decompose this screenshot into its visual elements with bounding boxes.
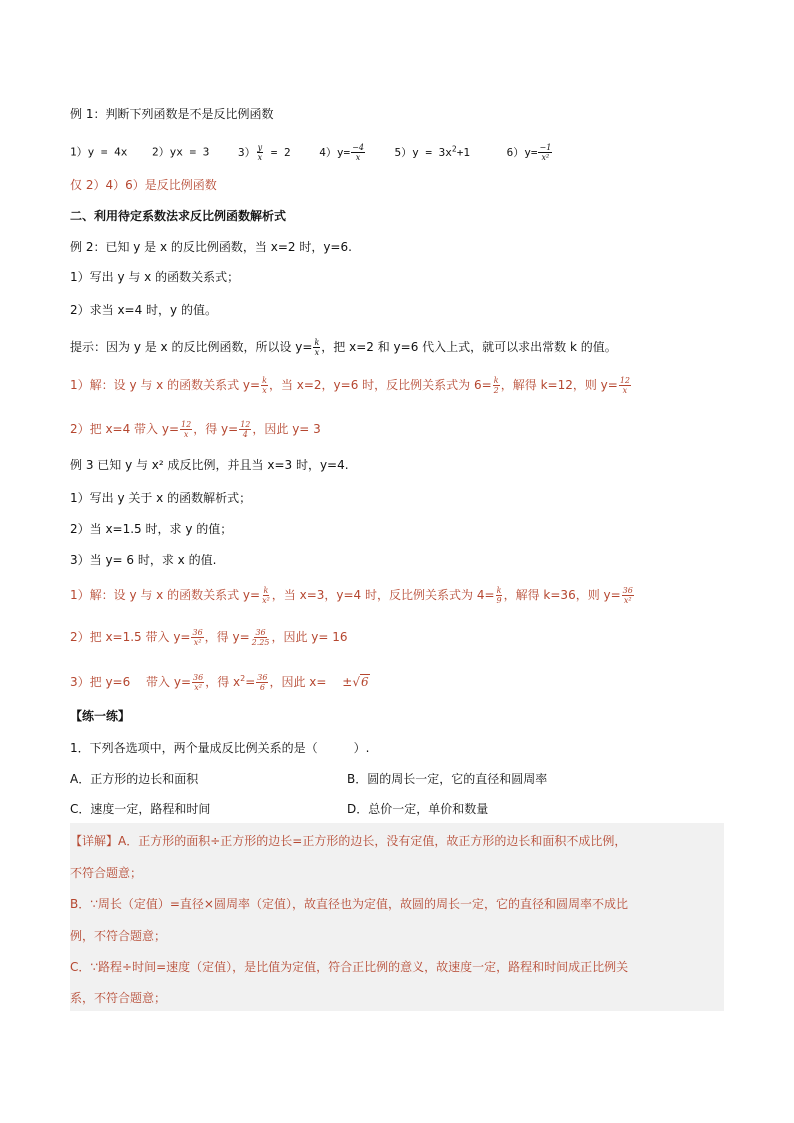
example2-solution-2: 2）把 x=4 带入 y= $\frac{12}{x}$ ，得 y= $\frac{12}{4}$ ，因此 y= 3	[70, 420, 321, 439]
fraction: $\frac{12}{4}$	[240, 420, 251, 439]
example1-items	[70, 140, 553, 162]
example3-question-2: 2）当 x=1.5 时，求 y 的值；	[70, 522, 233, 536]
fraction: $\frac{k}{2}$	[493, 376, 499, 395]
item-1: 1）y = 4x	[70, 145, 128, 159]
fraction: $\frac{k}{\text{x²}}$	[262, 586, 270, 605]
fraction: $\frac{y}{x}$	[257, 143, 263, 163]
detail-a-line-1: 【详解】A．正方形的面积÷正方形的边长=正方形的边长，没有定值，故正方形的边长和面积不成比例，	[70, 834, 627, 848]
square-root: √6	[352, 675, 369, 689]
example2-solution-1: 1）解：设 y 与 x 的函数关系式 y= $\frac{k}{x}$ ，当 x=2，y=6 时，反比例关系式为 6= $\frac{k}{2}$ ，解得 k=12，则 y= $\frac{12}{x}$	[70, 376, 630, 395]
item-3: 3） $\frac{y}{x}$ = 2	[237, 143, 291, 163]
detail-b-line-1: B．∵周长（定值）=直径×圆周率（定值），故直径也为定值，故圆的周长一定，它的直径和圆周率不成比	[70, 897, 628, 911]
fraction: $\frac{12}{x}$	[619, 376, 630, 395]
example3-solution-3: 3）把 y=6 带入 y= $\frac{36}{\text{x²}}$ ，得 $x^2=$ $\frac{36}{6}$ ，因此 x= ±√6	[70, 673, 369, 692]
option-b: B．圆的周长一定，它的直径和圆周率	[347, 772, 548, 786]
item-2: 2）yx = 3	[151, 145, 210, 159]
detail-c-line-2: 系，不符合题意；	[70, 991, 167, 1005]
fraction: $\frac{-4}{x}$	[352, 143, 364, 163]
example2-hint: 提示：因为 y 是 x 的反比例函数，所以设 y= $\frac{k}{x}$ ，把 x=2 和 y=6 代入上式，就可以求出常数 k 的值。	[70, 338, 617, 357]
item-6: 6）y= $\frac{-1}{\text{x²}}$	[506, 143, 552, 163]
practice-question-1: 1．下列各选项中，两个量成反比例关系的是（ ）.	[70, 741, 370, 755]
example2-question-2: 2）求当 x=4 时，y 的值。	[70, 303, 217, 317]
answer-detail-box	[70, 823, 724, 1011]
example1-title: 例 1：判断下列函数是不是反比例函数	[70, 107, 274, 121]
fraction: $\frac{12}{x}$	[181, 420, 192, 439]
section2-heading: 二、利用待定系数法求反比例函数解析式	[70, 209, 287, 223]
fraction: $\frac{36}{6}$	[257, 673, 268, 692]
example2-title: 例 2：已知 y 是 x 的反比例函数，当 x=2 时，y=6.	[70, 240, 352, 254]
option-d: D．总价一定，单价和数量	[347, 802, 489, 816]
option-c: C．速度一定，路程和时间	[70, 802, 211, 816]
example3-question-1: 1）写出 y 关于 x 的函数解析式；	[70, 491, 252, 505]
fraction: $\frac{-1}{\text{x²}}$	[539, 143, 552, 163]
practice-heading: 【练一练】	[70, 709, 131, 723]
fraction: $\frac{36}{\text{x²}}$	[192, 628, 203, 647]
detail-c-line-1: C．∵路程÷时间=速度（定值），是比值为定值，符合正比例的意义，故速度一定，路程和时间成正比例关	[70, 960, 629, 974]
option-a: A．正方形的边长和面积	[70, 772, 199, 786]
fraction: $\frac{k}{x}$	[262, 376, 267, 395]
fraction: $\frac{k}{x}$	[314, 338, 320, 357]
item-4: 4）y= $\frac{-4}{x}$	[319, 143, 364, 163]
example3-solution-2: 2）把 x=1.5 带入 y= $\frac{36}{\text{x²}}$ ，得 y= $\frac{36}{2.25}$ ，因此 y= 16	[70, 628, 348, 647]
detail-a-line-2: 不符合题意；	[70, 866, 143, 880]
example1-answer: 仅 2）4）6）是反比例函数	[70, 178, 217, 192]
example2-question-1: 1）写出 y 与 x 的函数关系式；	[70, 270, 240, 284]
item-5: $5)y = 3x^2+1$	[394, 144, 470, 159]
example3-question-3: 3）当 y= 6 时，求 x 的值.	[70, 553, 217, 567]
fraction: $\frac{36}{\text{x²}}$	[193, 673, 204, 692]
fraction: $\frac{k}{9}$	[496, 586, 502, 605]
detail-b-line-2: 例，不符合题意；	[70, 929, 167, 943]
fraction: $\frac{36}{2.25}$	[251, 628, 270, 647]
fraction: $\frac{36}{\text{x²}}$	[622, 586, 633, 605]
example3-solution-1: 1）解：设 y 与 x 的函数关系式 y= $\frac{k}{\text{x²}}$ ，当 x=3，y=4 时，反比例关系式为 4= $\frac{k}{9}$ ，解得 k=36，则 y= $\frac{36}{\text{x²}}$	[70, 586, 633, 605]
detail-tag: 【详解】	[70, 834, 119, 848]
example3-title: 例 3 已知 y 与 x² 成反比例，并且当 x=3 时，y=4.	[70, 458, 349, 472]
